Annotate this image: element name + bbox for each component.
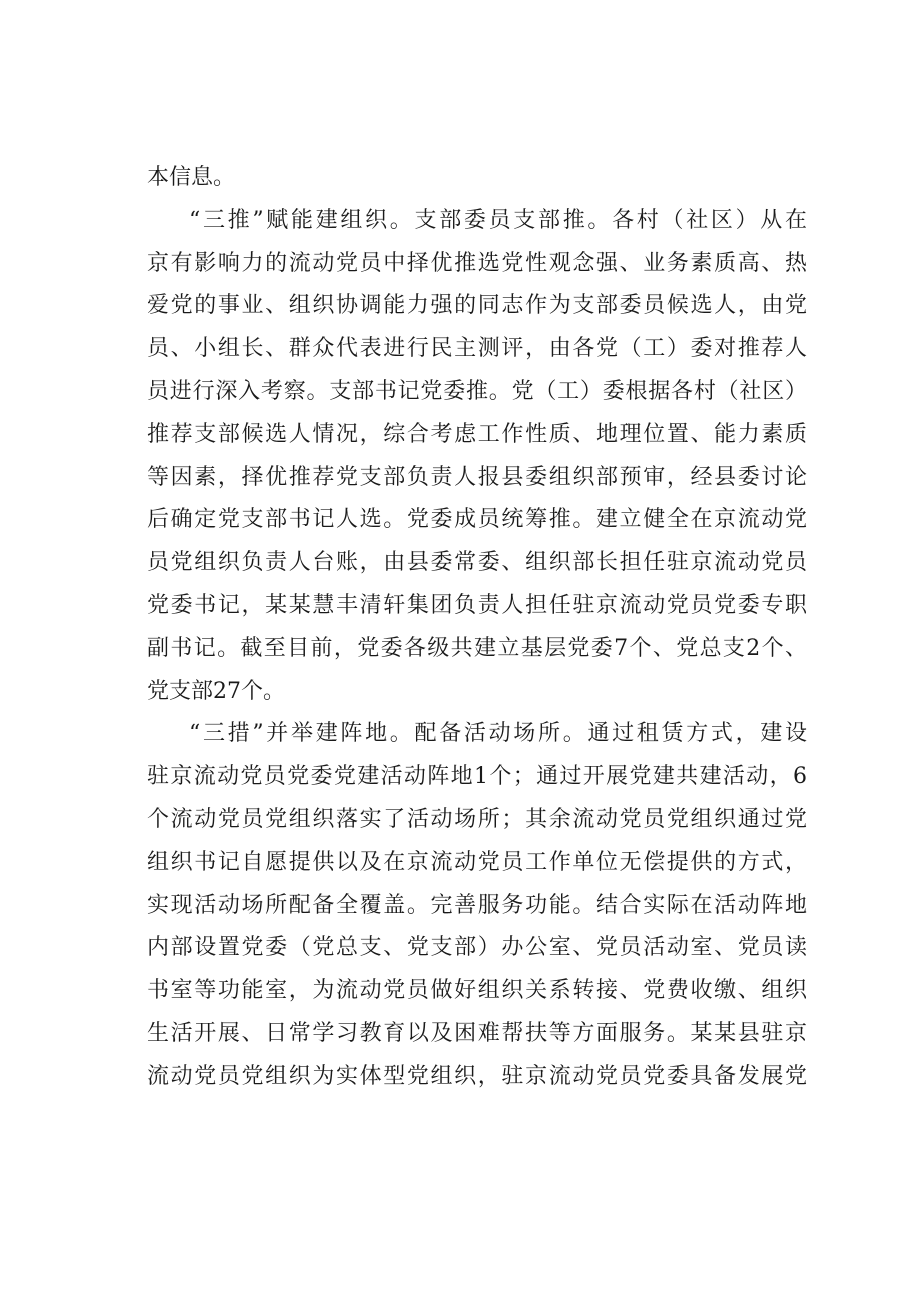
text-line: 党委书记，某某慧丰清轩集团负责人担任驻京流动党员党委专职 bbox=[147, 592, 807, 618]
text-line: 驻京流动党员党委党建活动阵地1个；通过开展党建共建活动，6 bbox=[147, 764, 807, 790]
text-line: 流动党员党组织为实体型党组织，驻京流动党员党委具备发展党 bbox=[147, 1063, 807, 1089]
text-line: 内部设置党委（党总支、党支部）办公室、党员活动室、党员读 bbox=[147, 935, 807, 961]
text-line: 书室等功能室，为流动党员做好组织关系转接、党费收缴、组织 bbox=[147, 978, 807, 1004]
text-line: 员党组织负责人台账，由县委常委、组织部长担任驻京流动党员 bbox=[147, 550, 807, 576]
text-line: 京有影响力的流动党员中择优推选党性观念强、业务素质高、热 bbox=[147, 250, 807, 276]
paragraph-start-line: “三推”赋能建组织。支部委员支部推。各村（社区）从在 bbox=[189, 207, 807, 233]
text-line: 副书记。截至目前，党委各级共建立基层党委7个、党总支2个、 bbox=[147, 635, 807, 661]
paragraph-end-line: 党支部27个。 bbox=[147, 678, 285, 704]
text-line: 爱党的事业、组织协调能力强的同志作为支部委员候选人，由党 bbox=[147, 293, 807, 319]
text-line: 组织书记自愿提供以及在京流动党员工作单位无偿提供的方式， bbox=[147, 849, 807, 875]
text-line: 员进行深入考察。支部书记党委推。党（工）委根据各村（社区） bbox=[147, 378, 807, 404]
text-line: 推荐支部候选人情况，综合考虑工作性质、地理位置、能力素质 bbox=[147, 421, 807, 447]
text-line: 生活开展、日常学习教育以及困难帮扶等方面服务。某某县驻京 bbox=[147, 1020, 807, 1046]
text-line: 实现活动场所配备全覆盖。完善服务功能。结合实际在活动阵地 bbox=[147, 892, 807, 918]
body-text bbox=[147, 157, 807, 1099]
text-line: 后确定党支部书记人选。党委成员统筹推。建立健全在京流动党 bbox=[147, 507, 807, 533]
text-line: 员、小组长、群众代表进行民主测评，由各党（工）委对推荐人 bbox=[147, 336, 807, 362]
text-line: 等因素，择优推荐党支部负责人报县委组织部预审，经县委讨论 bbox=[147, 464, 807, 490]
paragraph-start-line: “三措”并举建阵地。配备活动场所。通过租赁方式，建设 bbox=[189, 721, 807, 747]
text-line: 本信息。 bbox=[147, 165, 236, 190]
text-line: 个流动党员党组织落实了活动场所；其余流动党员党组织通过党 bbox=[147, 806, 807, 832]
